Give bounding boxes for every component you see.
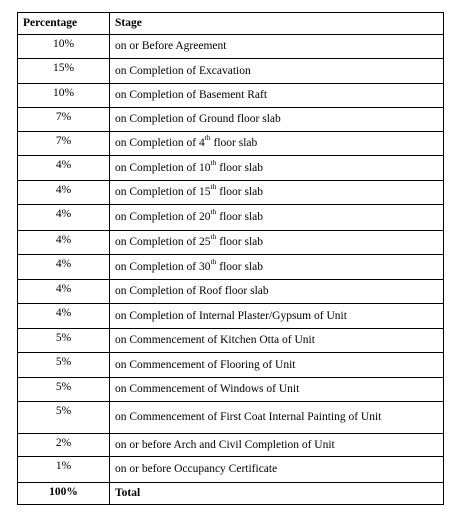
stage-cell	[110, 255, 444, 280]
stage-cell	[110, 156, 444, 181]
stage-cell	[110, 84, 444, 108]
stage-text: on Completion of 10	[115, 161, 211, 174]
percentage-cell: 5%	[18, 402, 110, 434]
stage-text-suffix: floor slab	[216, 211, 263, 223]
stage-text-suffix: floor slab	[210, 137, 258, 149]
stage-text-suffix: floor slab	[216, 186, 263, 198]
percentage-cell: 7%	[18, 132, 110, 156]
stage-text: on or Before Agreement	[115, 40, 227, 52]
table-row	[18, 205, 444, 231]
stage-text: on Completion of Internal Plaster/Gypsum of Unit	[115, 309, 347, 322]
table-row	[18, 402, 444, 434]
header-row	[18, 13, 444, 35]
stage-cell	[110, 181, 444, 205]
table-row	[18, 457, 444, 483]
stage-text: on or before Occupancy Certificate	[115, 463, 278, 475]
table-row	[18, 181, 444, 205]
stage-text: on Completion of Roof floor slab	[115, 285, 269, 297]
stage-text-suffix: floor slab	[216, 260, 263, 273]
percentage-cell: 4%	[18, 181, 110, 205]
stage-cell	[110, 402, 444, 434]
header-stage: Stage	[110, 13, 444, 35]
percentage-cell: 1%	[18, 457, 110, 483]
table-row	[18, 156, 444, 181]
stage-text: on Completion of 25	[115, 236, 211, 248]
stage-text: on Completion of Excavation	[115, 64, 251, 77]
stage-cell	[110, 457, 444, 483]
percentage-cell: 10%	[18, 35, 110, 59]
stage-cell	[110, 35, 444, 59]
percentage-cell: 5%	[18, 378, 110, 402]
stage-cell	[110, 132, 444, 156]
percentage-cell: 4%	[18, 304, 110, 329]
stage-cell	[110, 231, 444, 255]
header-percentage: Percentage	[18, 13, 110, 35]
table-row	[18, 434, 444, 457]
stage-text: on or before Arch and Civil Completion of Unit	[115, 438, 335, 451]
table-row	[18, 329, 444, 353]
total-stage: Total	[110, 483, 444, 505]
table-row	[18, 378, 444, 402]
table-row	[18, 280, 444, 304]
ordinal-suffix: th	[210, 207, 217, 217]
percentage-cell: 5%	[18, 329, 110, 353]
stage-text: on Commencement of Kitchen Otta of Unit	[115, 334, 315, 346]
stage-text: on Completion of 15	[115, 186, 211, 198]
total-percentage: 100%	[18, 483, 110, 505]
percentage-cell: 5%	[18, 353, 110, 378]
stage-cell	[110, 205, 444, 231]
percentage-cell: 2%	[18, 434, 110, 457]
total-row	[18, 483, 444, 505]
stage-text: on Commencement of Windows of Unit	[115, 383, 300, 395]
percentage-cell: 4%	[18, 280, 110, 304]
ordinal-suffix: th	[210, 182, 217, 192]
table-row	[18, 132, 444, 156]
table-row	[18, 35, 444, 59]
stage-text: on Completion of 20	[115, 211, 211, 223]
payment-schedule-table	[17, 12, 444, 505]
stage-text: on Completion of 4	[115, 137, 205, 149]
stage-text: on Commencement of First Coat Internal Painting of Unit	[115, 411, 382, 423]
table-row	[18, 59, 444, 84]
percentage-cell: 7%	[18, 108, 110, 132]
table-row	[18, 108, 444, 132]
percentage-cell: 4%	[18, 255, 110, 280]
stage-cell	[110, 280, 444, 304]
stage-cell	[110, 304, 444, 329]
stage-text: on Commencement of Flooring of Unit	[115, 358, 296, 371]
stage-text: on Completion of 30	[115, 260, 211, 273]
stage-text-suffix: floor slab	[216, 161, 263, 174]
percentage-cell: 4%	[18, 231, 110, 255]
stage-cell	[110, 353, 444, 378]
table-row	[18, 84, 444, 108]
table-row	[18, 255, 444, 280]
ordinal-suffix: th	[210, 232, 217, 242]
stage-text: on Completion of Basement Raft	[115, 89, 268, 101]
stage-text: on Completion of Ground floor slab	[115, 113, 281, 125]
ordinal-suffix: th	[210, 157, 217, 167]
stage-cell	[110, 108, 444, 132]
table-row	[18, 304, 444, 329]
percentage-cell: 4%	[18, 205, 110, 231]
stage-text-suffix: floor slab	[216, 236, 263, 248]
percentage-cell: 15%	[18, 59, 110, 84]
stage-cell	[110, 378, 444, 402]
table-row	[18, 231, 444, 255]
percentage-cell: 10%	[18, 84, 110, 108]
ordinal-suffix: th	[204, 133, 211, 143]
percentage-cell: 4%	[18, 156, 110, 181]
stage-cell	[110, 434, 444, 457]
table-row	[18, 353, 444, 378]
ordinal-suffix: th	[210, 256, 217, 266]
stage-cell	[110, 329, 444, 353]
stage-cell	[110, 59, 444, 84]
